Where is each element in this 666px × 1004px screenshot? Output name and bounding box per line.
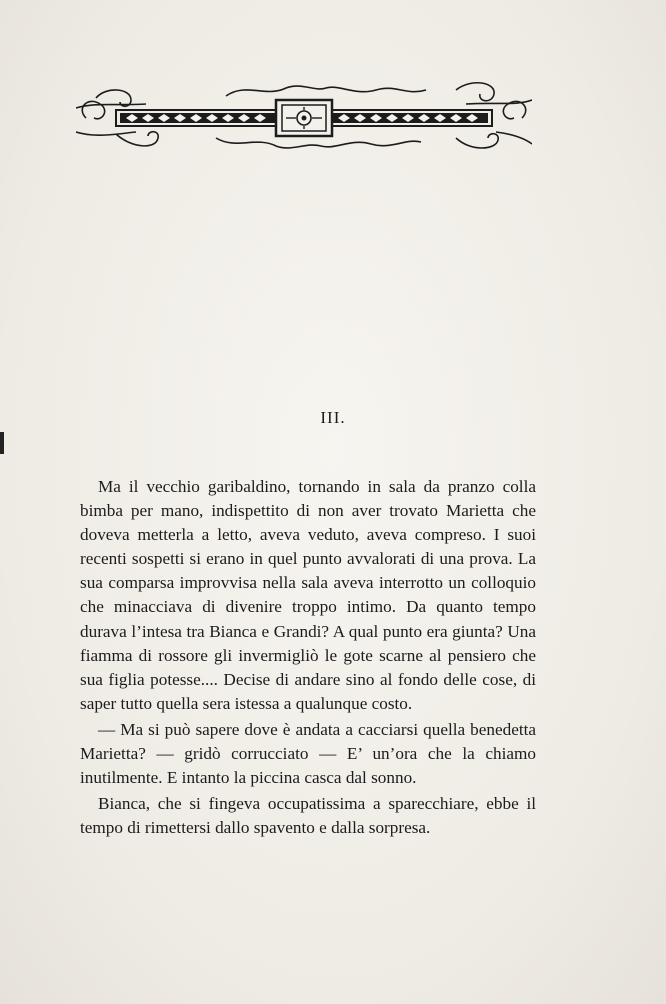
decorative-headpiece-icon [76,78,532,156]
paragraph: Bianca, che si fingeva occupatissima a sparecchiare, ebbe il tempo di rimettersi dallo spavento e dalla sorpresa. [80,794,536,838]
page-edge-mark [0,432,4,454]
paragraph: — Ma si può sapere dove è andata a cacciarsi quella benedetta Marietta? — gridò corrucciato — E’ un’ora che la chiamo inutilmente. E intanto la piccina casca dal sonno. [80,719,536,788]
body-text [80,475,536,840]
chapter-number: III. [320,408,346,427]
paragraph: Ma il vecchio garibaldino, tornando in sala da pranzo colla bimba per mano, indispettito di non aver trovato Marietta che doveva metterla a letto, aveva veduto, aveva compreso. I suoi recenti sospetti si erano in quel punto avvalorati di una prova. La sua comparsa improvvisa nella sala aveva interrotto un colloquio che minacciava di divenire troppo intimo. Da quanto tempo durava l’intesa tra Bianca e Grandi? A qual punto era giunta? Una fiamma di rossore gli invermigliò le gote scarne al pensiero che sua figlia potesse.... Decise di andare sino al fondo delle cose, di saper tutto quella sera istessa a qualunque costo. [80,477,536,713]
